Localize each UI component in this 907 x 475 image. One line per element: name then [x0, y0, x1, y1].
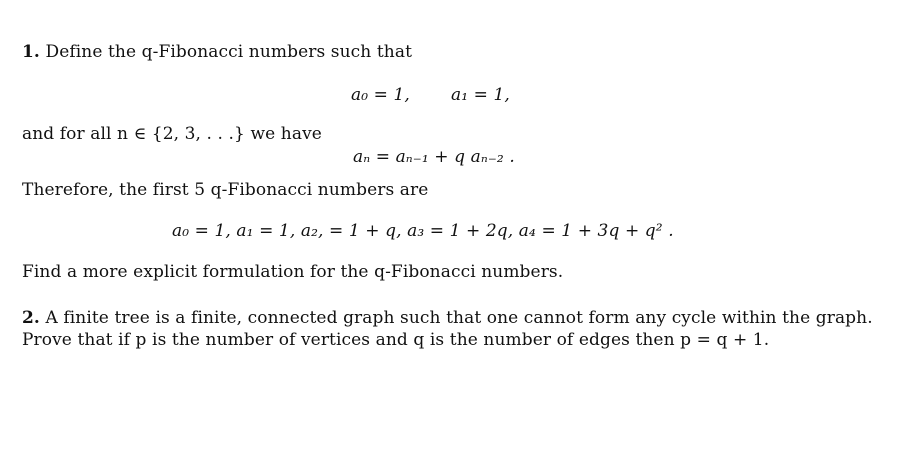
init-a1: a₁ = 1,	[450, 85, 510, 105]
problem2-line1	[22, 308, 873, 328]
problem2-number: 2.	[22, 308, 40, 328]
for-all-clause: and for all n ∈ {2, 3, . . .} we have	[22, 124, 322, 144]
problem1-intro	[22, 42, 412, 62]
problem1-number: 1.	[22, 42, 40, 62]
first-five-values: a₀ = 1, a₁ = 1, a₂, = 1 + q, a₃ = 1 + 2q, a₄ = 1 + 3q + q² .	[172, 221, 674, 241]
recurrence-equation: aₙ = aₙ₋₁ + q aₙ₋₂ .	[353, 147, 515, 167]
problem2-line1-text: A finite tree is a finite, connected graph such that one cannot form any cycle within the graph.	[45, 308, 873, 328]
initial-conditions	[351, 85, 510, 105]
problem2-line2: Prove that if p is the number of vertices and q is the number of edges then p = q + 1.	[22, 330, 770, 350]
init-a0: a₀ = 1,	[351, 85, 410, 105]
therefore-text: Therefore, the first 5 q-Fibonacci numbers are	[22, 180, 429, 200]
problem1-intro-text: Define the q-Fibonacci numbers such that	[45, 42, 412, 62]
problem1-task: Find a more explicit formulation for the q-Fibonacci numbers.	[22, 262, 564, 282]
